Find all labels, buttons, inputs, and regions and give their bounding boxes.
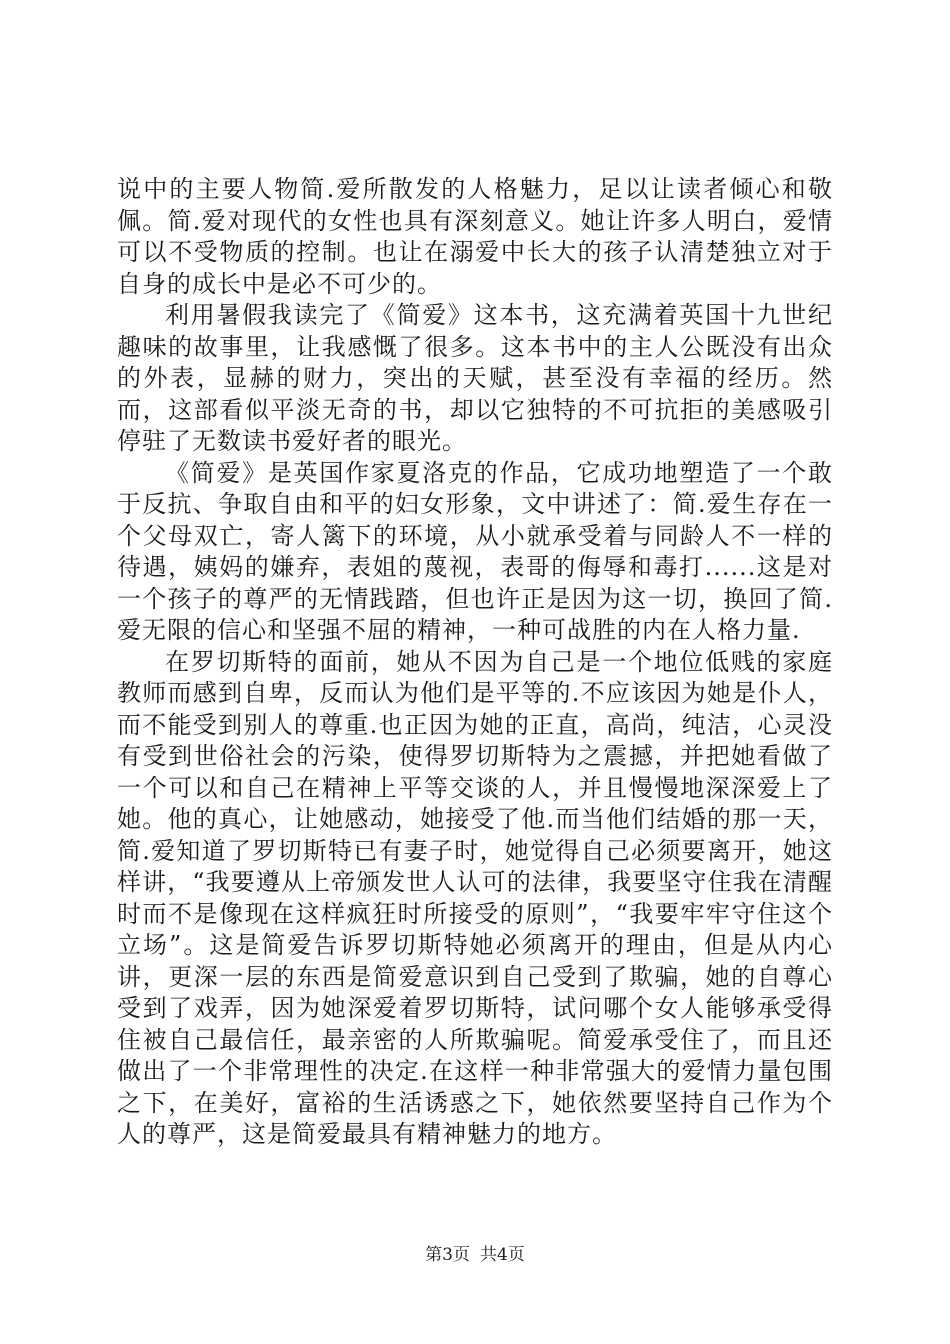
paragraph-continued: 说中的主要人物简.爱所散发的人格魅力，足以让读者倾心和敬佩。简.爱对现代的女性也具有深刻意义。她让许多人明白，爱情可以不受物质的控制。也让在溺爱中长大的孩子认清楚独立对于自身的成长中是必不可少的。 bbox=[117, 175, 833, 298]
paragraph-book-intro: 《简爱》是英国作家夏洛克的作品，它成功地塑造了一个敢于反抗、争取自由和平的妇女形象，文中讲述了：简.爱生存在一个父母双亡，寄人篱下的环境，从小就承受着与同龄人不一样的待遇，姨妈的嫌弃，表姐的蔑视，表哥的侮辱和毒打......这是对一个孩子的尊严的无情践踏，但也许正是因为这一切，换回了简.爱无限的信心和坚强不屈的精神，一种可战胜的内在人格力量. bbox=[117, 458, 833, 644]
paragraph-rochester: 在罗切斯特的面前，她从不因为自己是一个地位低贱的家庭教师而感到自卑，反而认为他们是平等的.不应该因为她是仆人，而不能受到别人的尊重.也正因为她的正直，高尚，纯洁，心灵没有受到世俗社会的污染，使得罗切斯特为之震撼，并把她看做了一个可以和自己在精神上平等交谈的人，并且慢慢地深深爱上了她。他的真心，让她感动，她接受了他.而当他们结婚的那一天，简.爱知道了罗切斯特已有妻子时，她觉得自己必须要离开，她这样讲，“我要遵从上帝颁发世人认可的法律，我要坚守住我在清醒时而不是像现在这样疯狂时所接受的原则”，“我要牢牢守住这个立场”。这是简爱告诉罗切斯特她必须离开的理由，但是从内心讲，更深一层的东西是简爱意识到自己受到了欺骗，她的自尊心受到了戏弄，因为她深爱着罗切斯特，试问哪个女人能够承受得住被自己最信任，最亲密的人所欺骗呢。简爱承受住了，而且还做出了一个非常理性的决定.在这样一种非常强大的爱情力量包围之下，在美好，富裕的生活诱惑之下，她依然要坚持自己作为个人的尊严，这是简爱最具有精神魅力的地方。 bbox=[117, 647, 833, 1148]
document-body bbox=[117, 174, 833, 1151]
page-footer bbox=[0, 1244, 950, 1266]
page-number: 第3页 bbox=[425, 1245, 470, 1265]
paragraph-reading-summer: 利用暑假我读完了《简爱》这本书，这充满着英国十九世纪趣味的故事里，让我感慨了很多。这本书中的主人公既没有出众的外表，显赫的财力，突出的天赋，甚至没有幸福的经历。然而，这部看似平淡无奇的书，却以它独特的不可抗拒的美感吸引停驻了无数读书爱好者的眼光。 bbox=[117, 301, 833, 455]
page-total: 共4页 bbox=[480, 1245, 525, 1265]
